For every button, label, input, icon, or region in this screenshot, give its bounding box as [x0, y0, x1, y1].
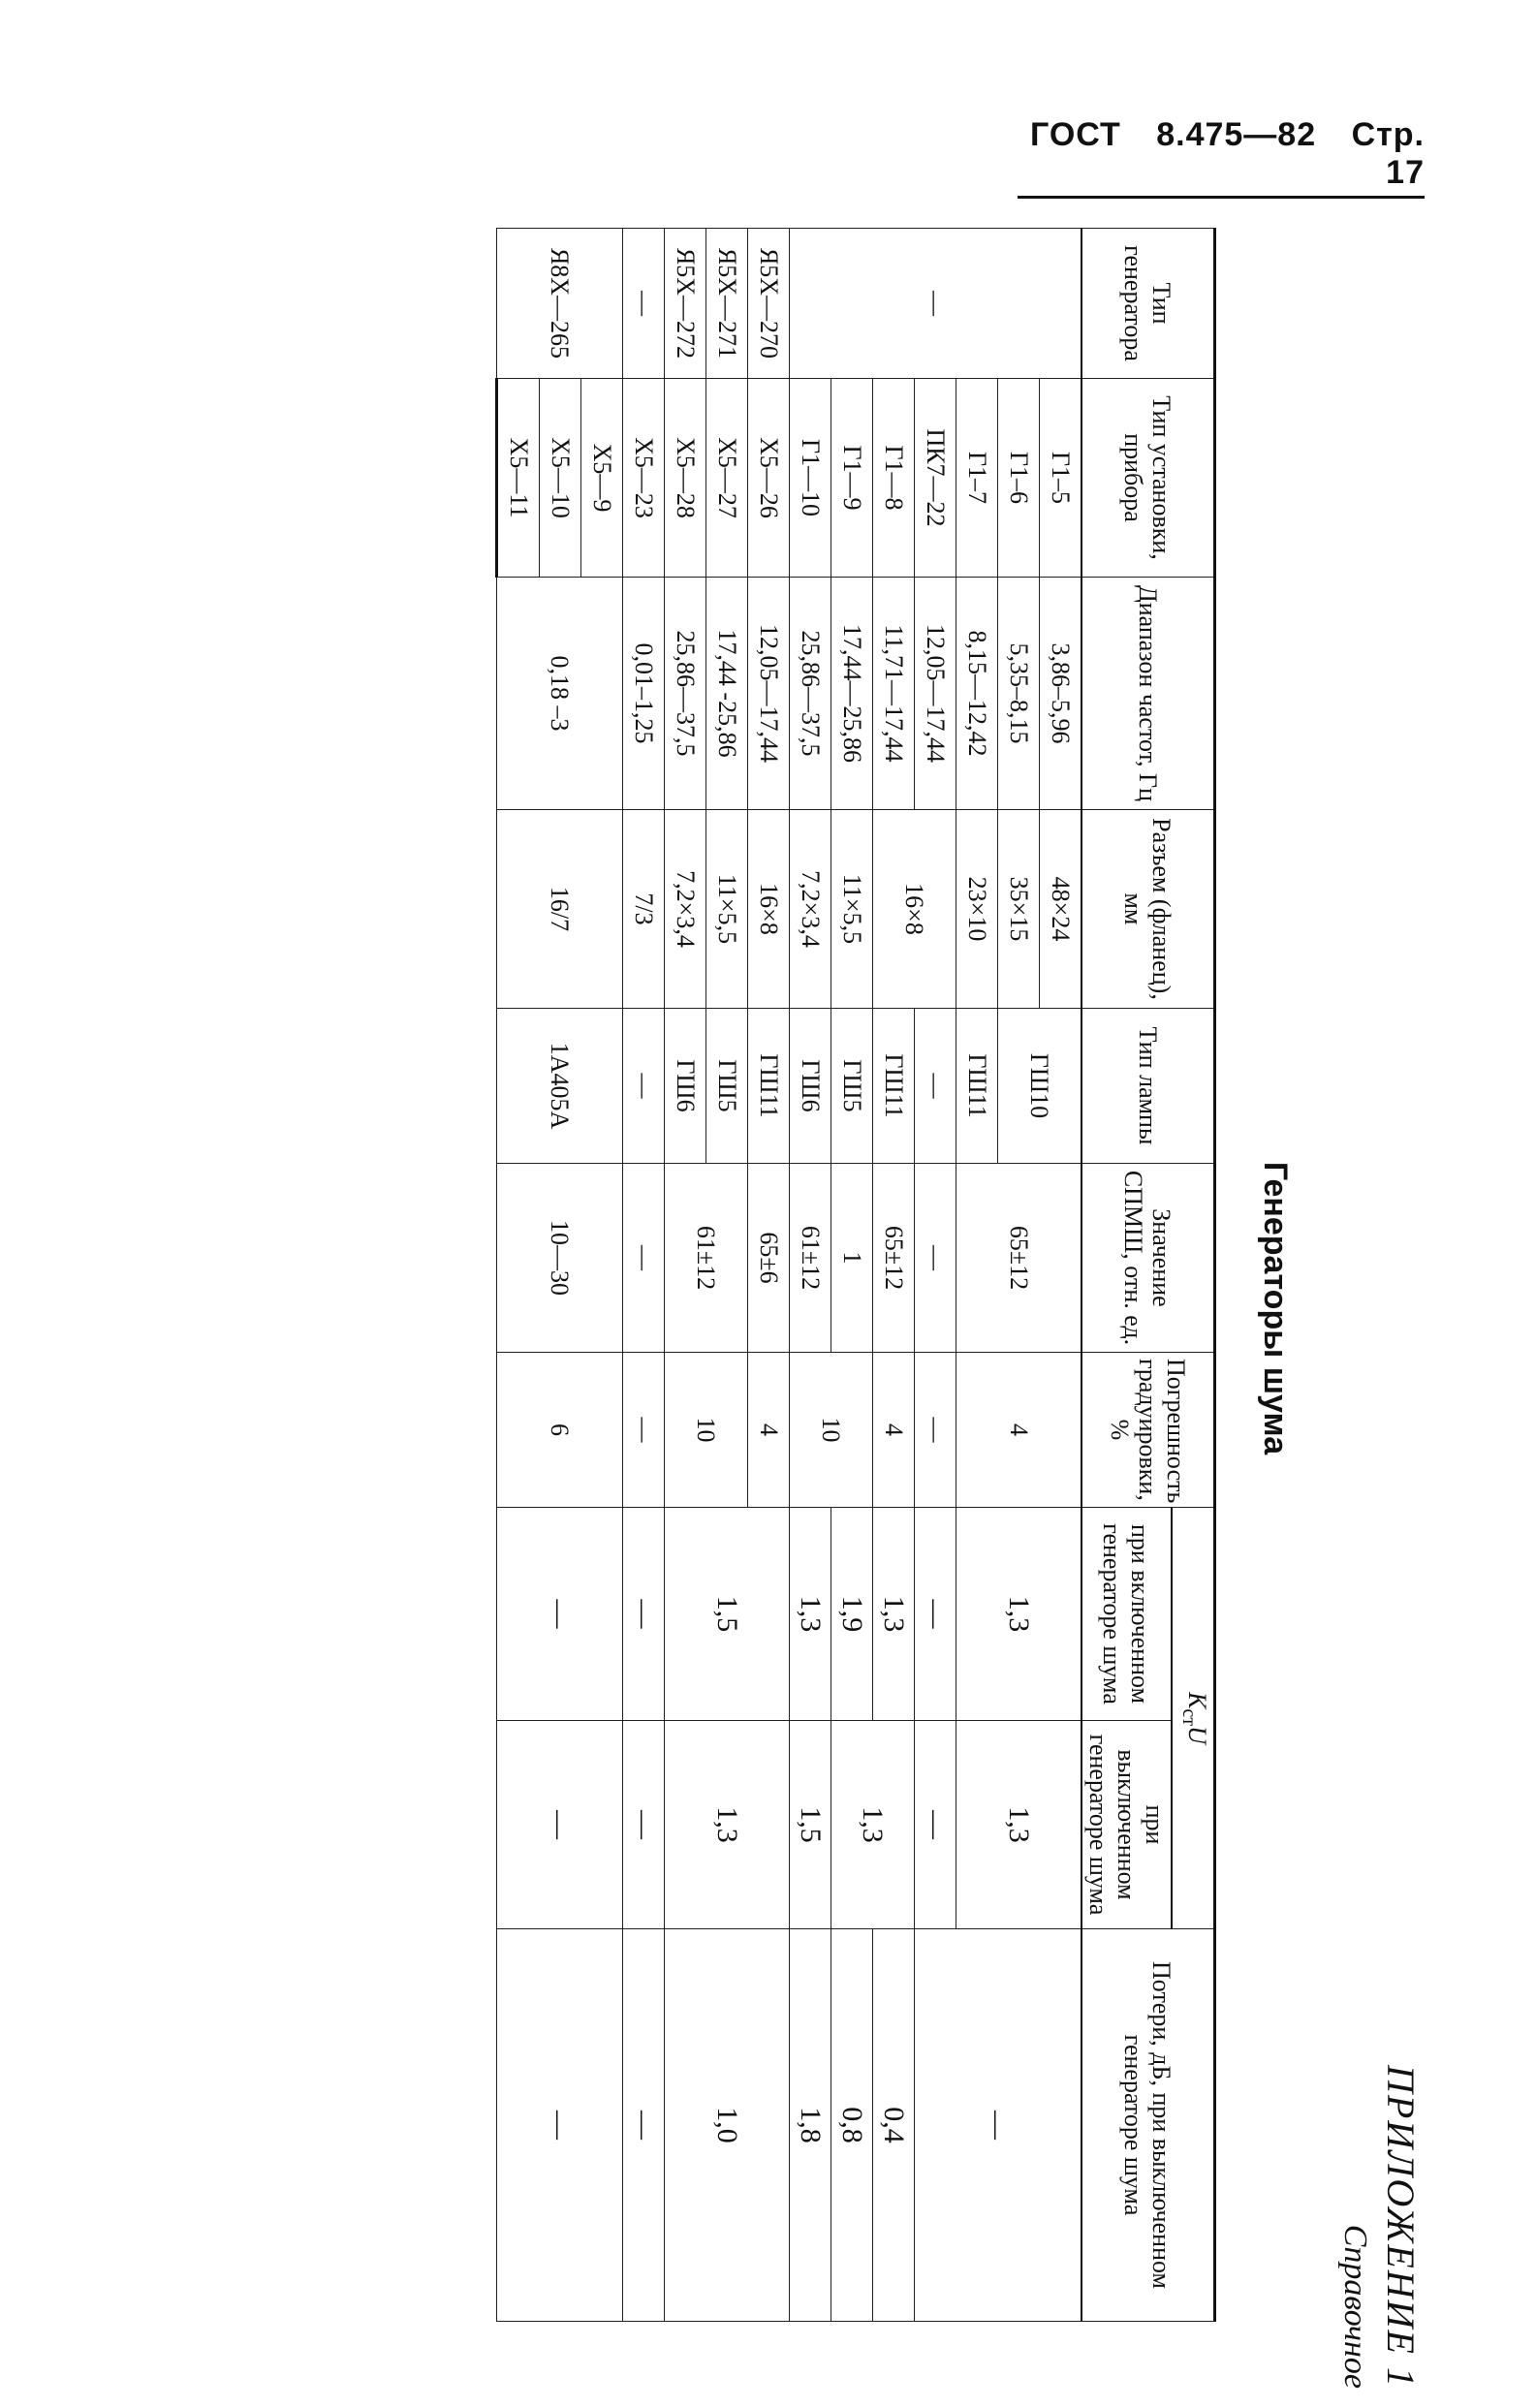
freq-cell: 12,05—17,44: [747, 578, 789, 810]
gen-cell: Я5Х—271: [705, 229, 747, 379]
install-cell: ПК7—22: [914, 379, 956, 578]
gen-cell: Я5Х—270: [747, 229, 789, 379]
table-row: [622, 229, 664, 2322]
col-gen-type: Тип генератора: [1081, 229, 1215, 379]
install-cell: Г1–5: [1039, 379, 1081, 578]
lamp-cell: —: [622, 1009, 664, 1164]
table-row: [580, 229, 622, 2322]
gen-cell: Я5Х—272: [664, 229, 705, 379]
spmsh-cell: —: [914, 1164, 956, 1353]
lamp-cell: ГШ11: [956, 1009, 997, 1164]
error-cell: —: [914, 1353, 956, 1508]
install-cell: Х5—9: [580, 379, 622, 578]
install-cell: Х5—26: [747, 379, 789, 578]
error-cell: —: [622, 1353, 664, 1508]
col-loss: Потери, дБ, при выключенном генераторе шума: [1081, 1929, 1215, 2322]
col-lamp-type: Тип лампы: [1081, 1009, 1215, 1164]
loss-cell: —: [622, 1929, 664, 2322]
install-cell: Г1—9: [831, 379, 872, 578]
appendix-title: ПРИЛОЖЕНИЕ 1: [1379, 2065, 1423, 2389]
freq-cell: 5,35–8,15: [997, 578, 1039, 810]
connector-cell: 23×10: [956, 810, 997, 1009]
install-cell: Г1–6: [997, 379, 1039, 578]
connector-cell: 16×8: [747, 810, 789, 1009]
appendix-heading: [1333, 1517, 1425, 2389]
freq-cell: 0,18 –3: [496, 578, 622, 810]
error-cell: 10: [789, 1353, 872, 1508]
error-cell: 4: [872, 1353, 914, 1508]
k-on-cell: 1,9: [831, 1508, 872, 1721]
freq-cell: 11,71—17,44: [872, 578, 914, 810]
k-off-cell: 1,3: [831, 1721, 914, 1929]
install-cell: Г1–7: [956, 379, 997, 578]
k-on-cell: —: [914, 1508, 956, 1721]
gost-number: 8.475—82: [1156, 116, 1317, 153]
table-row: [789, 229, 831, 2322]
k-off-cell: —: [496, 1721, 622, 1929]
table-row: [747, 229, 789, 2322]
k-on-cell: 1,3: [956, 1508, 1081, 1721]
spmsh-cell: 61±12: [789, 1164, 831, 1353]
col-connector: Разъем (фланец), мм: [1081, 810, 1215, 1009]
freq-cell: 17,44—25,86: [831, 578, 872, 810]
connector-cell: 11×5,5: [705, 810, 747, 1009]
gen-cell: —: [789, 229, 1081, 379]
connector-cell: 16/7: [496, 810, 622, 1009]
lamp-cell: ГШ11: [872, 1009, 914, 1164]
k-on-cell: —: [496, 1508, 622, 1721]
connector-cell: 7/3: [622, 810, 664, 1009]
error-cell: 4: [956, 1353, 1081, 1508]
loss-cell: 0,8: [831, 1929, 872, 2322]
page-number: Стр. 17: [1351, 116, 1425, 191]
connector-cell: 35×15: [997, 810, 1039, 1009]
install-cell: Г1—8: [872, 379, 914, 578]
lamp-cell: ГШ6: [789, 1009, 831, 1164]
connector-cell: 7,2×3,4: [789, 810, 831, 1009]
spmsh-cell: 65±6: [747, 1164, 789, 1353]
k-on-cell: —: [622, 1508, 664, 1721]
lamp-cell: ГШ6: [664, 1009, 705, 1164]
freq-cell: 25,86—37,5: [789, 578, 831, 810]
spmsh-cell: 65±12: [872, 1164, 914, 1353]
k-on-cell: 1,3: [789, 1508, 831, 1721]
install-cell: Х5—10: [539, 379, 580, 578]
col-k-on: при включенном генераторе шума: [1081, 1508, 1172, 1721]
loss-cell: 0,4: [872, 1929, 914, 2322]
freq-cell: 0,01–1,25: [622, 578, 664, 810]
k-subscript: ст: [1177, 1708, 1200, 1727]
connector-cell: 16×8: [872, 810, 956, 1009]
error-cell: 4: [747, 1353, 789, 1508]
k-off-cell: —: [622, 1721, 664, 1929]
table-header-row: [1172, 229, 1215, 2322]
spmsh-cell: —: [622, 1164, 664, 1353]
install-cell: Х5—28: [664, 379, 705, 578]
connector-cell: 7,2×3,4: [664, 810, 705, 1009]
lamp-cell: 1А405А: [496, 1009, 622, 1164]
col-k-off: при выключенном генераторе шума: [1081, 1721, 1172, 1929]
k-on-cell: 1,5: [664, 1508, 789, 1721]
k-off-cell: 1,5: [789, 1721, 831, 1929]
spmsh-cell: 10—30: [496, 1164, 622, 1353]
k-off-cell: 1,3: [956, 1721, 1081, 1929]
install-cell: Х5—23: [622, 379, 664, 578]
connector-cell: 48×24: [1039, 810, 1081, 1009]
loss-cell: —: [496, 1929, 622, 2322]
rotated-content: [228, 228, 1425, 2389]
page-header: [1018, 116, 1425, 199]
k-u: U: [1183, 1726, 1211, 1744]
col-install-type: Тип установки, прибора: [1081, 379, 1215, 578]
freq-cell: 3,86–5,96: [1039, 578, 1081, 810]
gen-cell: Я8Х—265: [496, 229, 622, 379]
k-on-cell: 1,3: [872, 1508, 914, 1721]
error-cell: 6: [496, 1353, 622, 1508]
k-off-cell: —: [914, 1721, 956, 1929]
k-symbol: K: [1183, 1692, 1211, 1709]
table-row: [831, 229, 872, 2322]
col-k-group: [1172, 1508, 1215, 1929]
connector-cell: 11×5,5: [831, 810, 872, 1009]
col-error: Погрешность градуировки, %: [1081, 1353, 1215, 1508]
lamp-cell: ГШ10: [997, 1009, 1081, 1164]
spmsh-cell: 1: [831, 1164, 872, 1353]
freq-cell: 25,86—37,5: [664, 578, 705, 810]
appendix-subtitle: Справочное: [1337, 2224, 1373, 2389]
gen-cell: —: [622, 229, 664, 379]
lamp-cell: ГШ5: [705, 1009, 747, 1164]
lamp-cell: —: [914, 1009, 956, 1164]
install-cell: Х5—27: [705, 379, 747, 578]
gost-label: ГОСТ: [1030, 116, 1121, 153]
install-cell: Г1—10: [789, 379, 831, 578]
install-cell: Х5—11: [496, 379, 539, 578]
freq-cell: 17,44 -25,86: [705, 578, 747, 810]
loss-cell: —: [914, 1929, 1081, 2322]
loss-cell: 1,0: [664, 1929, 789, 2322]
col-spmsh: Значение СПМШ, отн. ед.: [1081, 1164, 1215, 1353]
error-cell: 10: [664, 1353, 747, 1508]
table-row: [1039, 229, 1081, 2322]
spmsh-cell: 61±12: [664, 1164, 747, 1353]
table-title: Генераторы шума: [1257, 1161, 1294, 1455]
spmsh-cell: 65±12: [956, 1164, 1081, 1353]
lamp-cell: ГШ11: [747, 1009, 789, 1164]
loss-cell: 1,8: [789, 1929, 831, 2322]
table-row: [872, 229, 914, 2322]
freq-cell: 8,15—12,42: [956, 578, 997, 810]
col-freq-range: Диапазон частот, Гц: [1081, 578, 1215, 810]
noise-generators-table: [495, 228, 1216, 2322]
freq-cell: 12,05—17,44: [914, 578, 956, 810]
k-off-cell: 1,3: [664, 1721, 789, 1929]
lamp-cell: ГШ5: [831, 1009, 872, 1164]
